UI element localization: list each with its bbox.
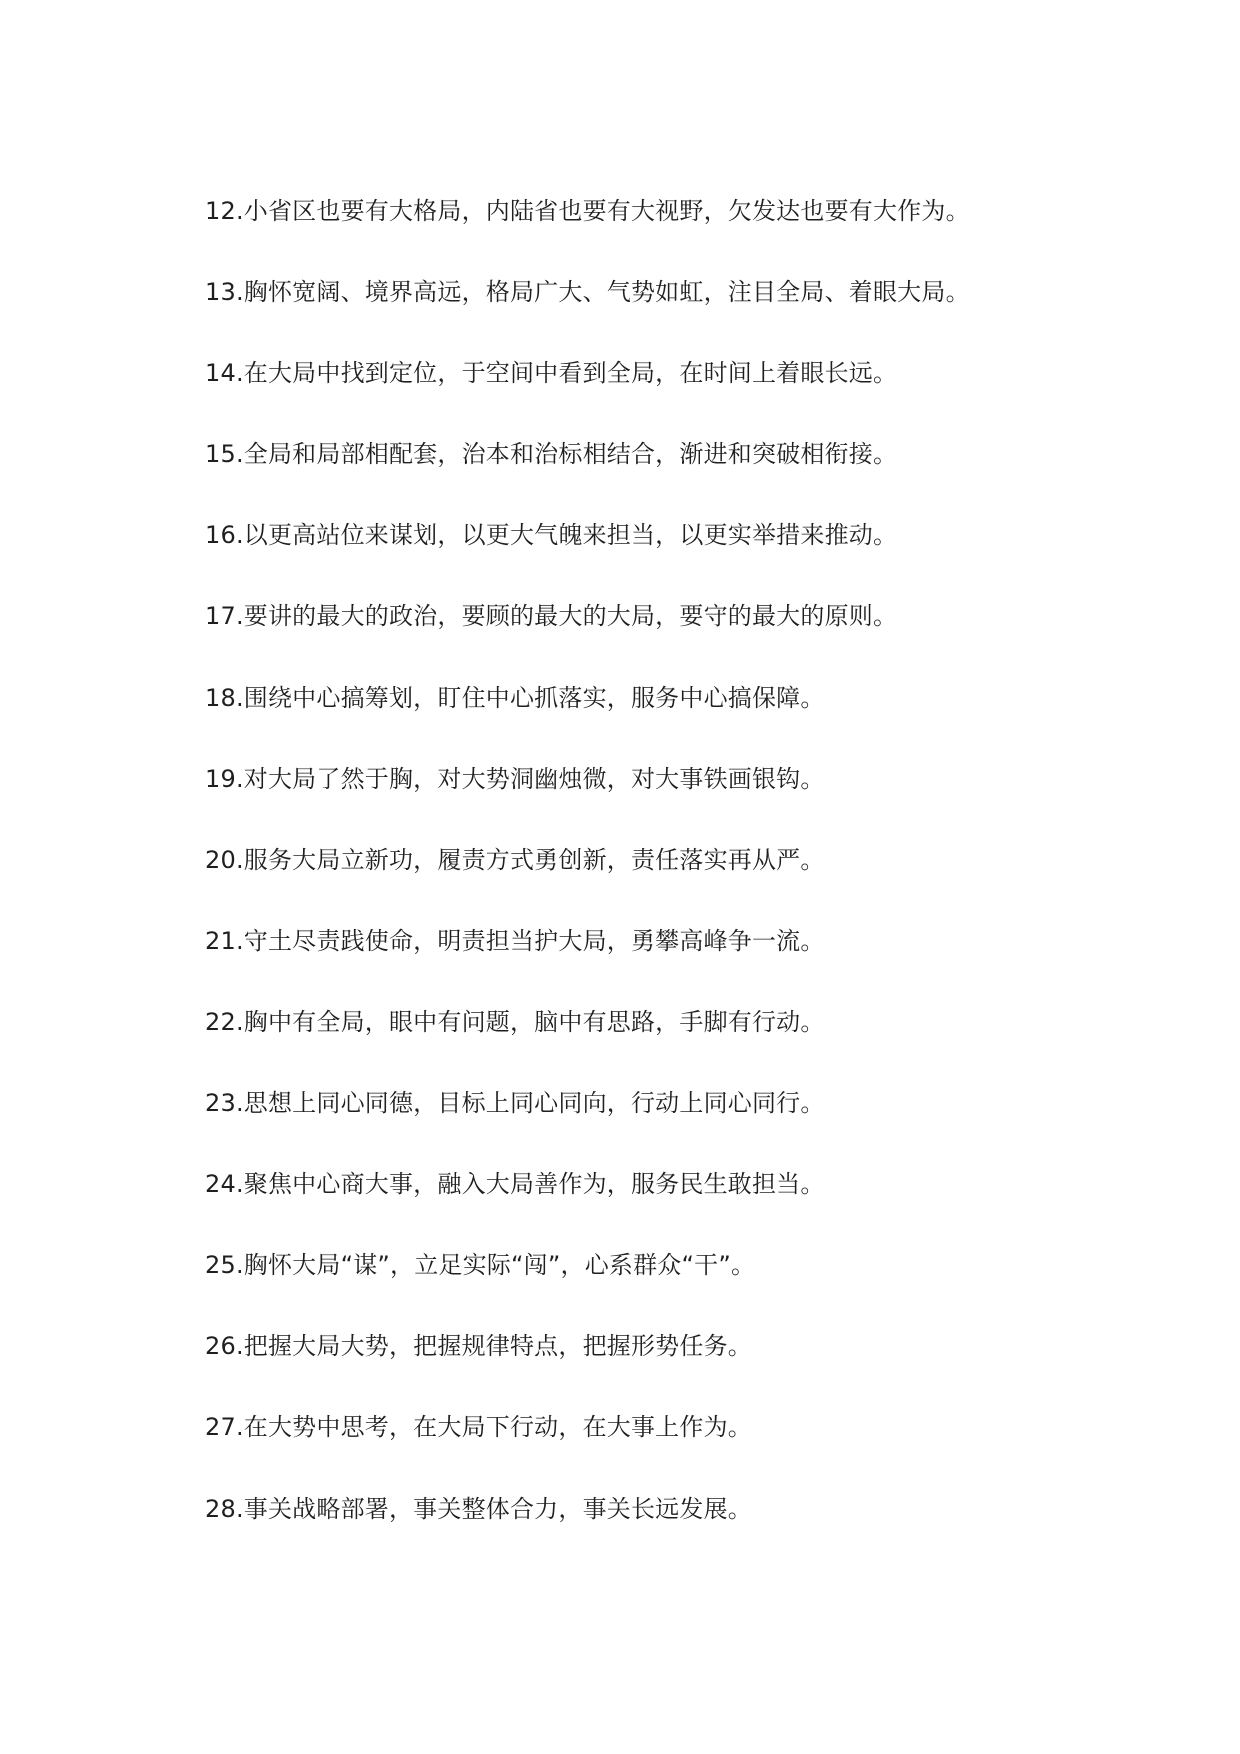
list-item: 12.小省区也要有大格局，内陆省也要有大视野，欠发达也要有大作为。 bbox=[205, 197, 970, 225]
list-item: 21.守土尽责践使命，明责担当护大局，勇攀高峰争一流。 bbox=[205, 926, 825, 955]
list-item: 17.要讲的最大的政治，要顾的最大的大局，要守的最大的原则。 bbox=[205, 602, 898, 631]
list-item: 27.在大势中思考，在大局下行动，在大事上作为。 bbox=[205, 1413, 752, 1442]
list-item: 23.思想上同心同德，目标上同心同向，行动上同心同行。 bbox=[205, 1089, 825, 1118]
list-item: 28.事关战略部署，事关整体合力，事关长远发展。 bbox=[205, 1494, 752, 1523]
list-item: 20.服务大局立新功，履责方式勇创新，责任落实再从严。 bbox=[205, 845, 825, 874]
list-item: 15.全局和局部相配套，治本和治标相结合，渐进和突破相衔接。 bbox=[205, 440, 898, 469]
list-item: 26.把握大局大势，把握规律特点，把握形势任务。 bbox=[205, 1332, 752, 1361]
list-item: 14.在大局中找到定位，于空间中看到全局，在时间上着眼长远。 bbox=[205, 359, 898, 388]
list-item: 13.胸怀宽阔、境界高远，格局广大、气势如虹，注目全局、着眼大局。 bbox=[205, 278, 970, 307]
list-item: 25.胸怀大局“谋”，立足实际“闯”，心系群众“干”。 bbox=[205, 1251, 756, 1280]
list-item: 22.胸中有全局，眼中有问题，脑中有思路，手脚有行动。 bbox=[205, 1007, 825, 1036]
list-item: 16.以更高站位来谋划，以更大气魄来担当，以更实举措来推动。 bbox=[205, 521, 898, 550]
list-item: 24.聚焦中心商大事，融入大局善作为，服务民生敢担当。 bbox=[205, 1170, 825, 1199]
list-item: 19.对大局了然于胸，对大势洞幽烛微，对大事铁画银钩。 bbox=[205, 764, 825, 793]
list-item: 18.围绕中心搞筹划，盯住中心抓落实，服务中心搞保障。 bbox=[205, 683, 825, 712]
numbered-list bbox=[205, 190, 1105, 1569]
